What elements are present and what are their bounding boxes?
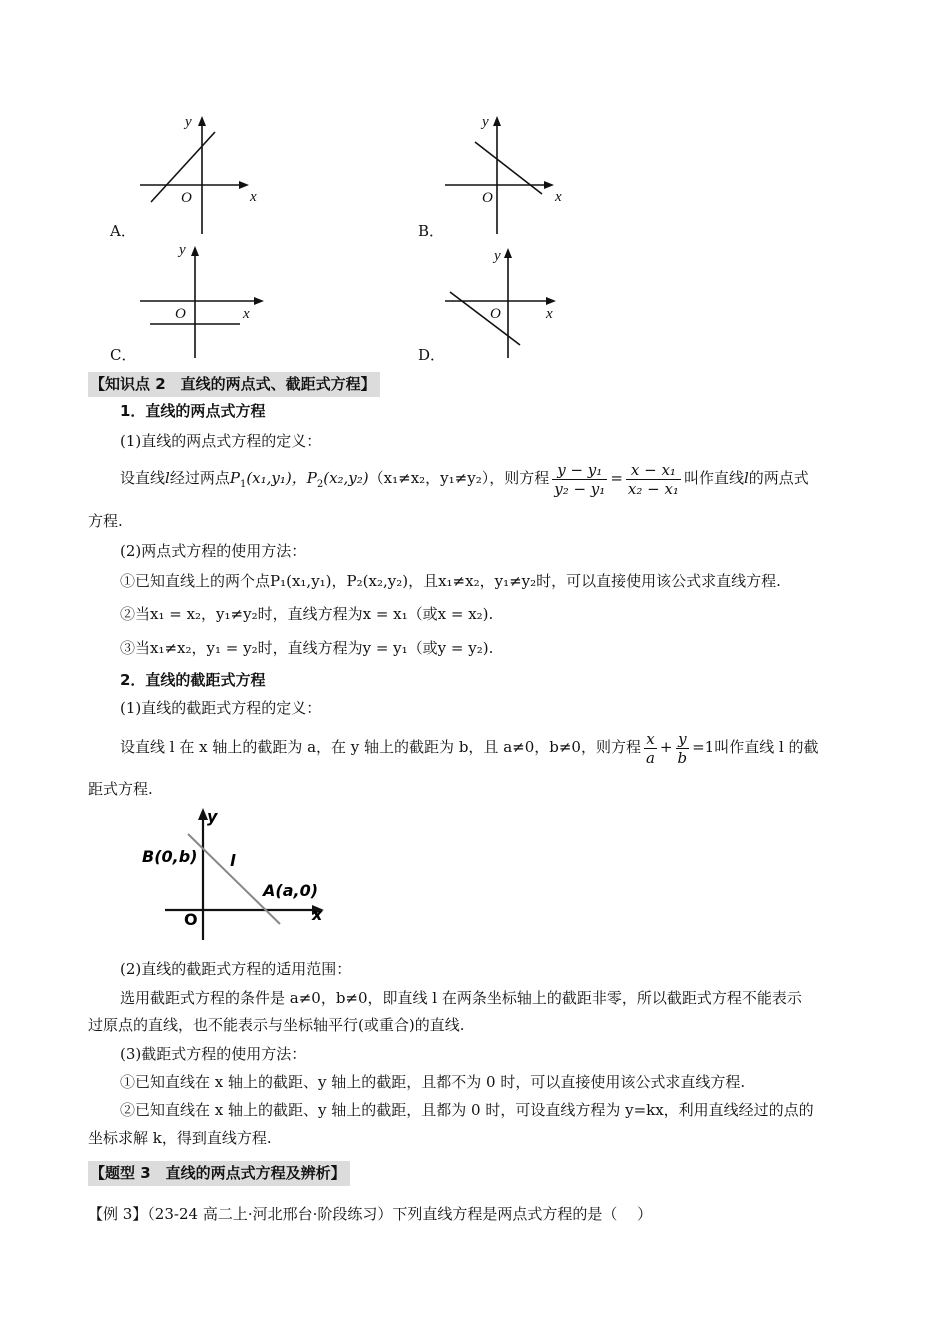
fig-point-b: B(0,b) <box>142 847 198 866</box>
sec1-def-title: (1)直线的两点式方程的定义： <box>120 432 322 450</box>
fraction-x-a: $\frac{x}{a}$ <box>645 729 655 767</box>
origin-label: O <box>181 190 192 206</box>
knowledge-heading: 【知识点 2 直线的两点式、截距式方程】 <box>88 372 380 397</box>
svg-text:y: y <box>179 242 186 258</box>
intercept-figure <box>140 800 340 945</box>
sec2-use1: ①已知直线在 x 轴上的截距、y 轴上的截距，且都不为 0 时，可以直接使用该公式求直线方程. <box>120 1073 746 1091</box>
fraction-x: $\frac{\text{x − x₁}}{\text{x₂ − x₁}}$ <box>627 460 679 498</box>
y-label: y <box>185 114 192 130</box>
option-b: B． <box>418 222 445 240</box>
question-type-heading: 【题型 3 直线的两点式方程及辨析】 <box>88 1161 350 1186</box>
sec2-def-line: 设直线 l 在 x 轴上的截距为 a，在 y 轴上的截距为 b，且 a≠0，b≠0，则方程 $\frac{x}{a}$ + $\frac{y}{b}$ =1叫作直线 l 的截 <box>120 729 819 767</box>
fig-x-label: x <box>312 905 323 924</box>
svg-text:y: y <box>482 114 489 130</box>
sec2-range2: 过原点的直线，也不能表示与坐标轴平行(或重合)的直线. <box>88 1016 465 1034</box>
sec1-use1: ①已知直线上的两个点P₁(x₁,y₁)，P₂(x₂,y₂)，且x₁≠x₂，y₁≠y₂时，可以直接使用该公式求直线方程. <box>120 572 781 590</box>
fig-y-label: y <box>207 807 218 826</box>
graph-a <box>135 112 275 237</box>
fraction-y-b: $\frac{y}{b}$ <box>677 729 688 767</box>
svg-text:O: O <box>482 190 493 206</box>
y-arrow <box>198 116 206 126</box>
sec2-def-title: (1)直线的截距式方程的定义： <box>120 699 322 717</box>
sec2-use2b: 坐标求解 k，得到直线方程. <box>88 1129 272 1147</box>
option-d: D． <box>418 346 446 364</box>
sec1-def-line: 设直线l经过两点$P_1(x_1,y_1)$，$P_2(x_2,y_2)(x_1\ne x_2$，y₁≠y₂），则方程 $\frac{\text{y − y₁}}{\text{y₂ − y₁}}$ = $\frac{\text{x − x₁}}{\text{x₂ − x₁}}$ 叫作直线l的两点式 <box>120 460 809 498</box>
sec2-range-title: (2)直线的截距式方程的适用范围： <box>120 960 352 978</box>
sec2-def-wrap: 距式方程. <box>88 780 153 798</box>
svg-text:y: y <box>494 248 501 264</box>
sec1-title: 1．直线的两点式方程 <box>120 402 266 420</box>
x-label: x <box>250 189 257 205</box>
option-a: A． <box>110 222 136 240</box>
option-c: C． <box>110 346 137 364</box>
sec1-use-title: (2)两点式方程的使用方法： <box>120 542 307 560</box>
graph-line <box>475 142 542 194</box>
graph-c <box>135 240 275 365</box>
svg-text:O: O <box>175 306 186 322</box>
sec2-title: 2．直线的截距式方程 <box>120 671 266 689</box>
graph-d <box>440 240 580 365</box>
fig-origin: O <box>184 910 198 929</box>
sec2-use2a: ②已知直线在 x 轴上的截距、y 轴上的截距，且都为 0 时，可设直线方程为 y=kx，利用直线经过的点的 <box>120 1101 814 1119</box>
sec1-def-wrap: 方程. <box>88 512 123 530</box>
sec2-range1: 选用截距式方程的条件是 a≠0，b≠0，即直线 l 在两条坐标轴上的截距非零，所以截距式方程不能表示 <box>120 989 802 1007</box>
svg-text:x: x <box>555 189 562 205</box>
x-arrow <box>239 181 249 189</box>
sec1-use3: ③当x₁≠x₂，y₁ = y₂时，直线方程为y = y₁（或y = y₂). <box>120 639 494 657</box>
sec2-use-title: (3)截距式方程的使用方法： <box>120 1045 307 1063</box>
fig-l-label: l <box>230 851 236 870</box>
svg-text:x: x <box>546 306 553 322</box>
graph-line <box>450 292 520 345</box>
graph-b <box>440 112 580 237</box>
fig-point-a: A(a,0) <box>263 881 319 900</box>
sec1-use2: ②当x₁ = x₂，y₁≠y₂时，直线方程为x = x₁（或x = x₂). <box>120 605 494 623</box>
fraction-y: $\frac{\text{y − y₁}}{\text{y₂ − y₁}}$ <box>554 460 606 498</box>
svg-text:x: x <box>243 306 250 322</box>
example-3: 【例 3】（23-24 高二上·河北邢台·阶段练习）下列直线方程是两点式方程的是（ ） <box>88 1205 653 1223</box>
svg-text:O: O <box>490 306 501 322</box>
